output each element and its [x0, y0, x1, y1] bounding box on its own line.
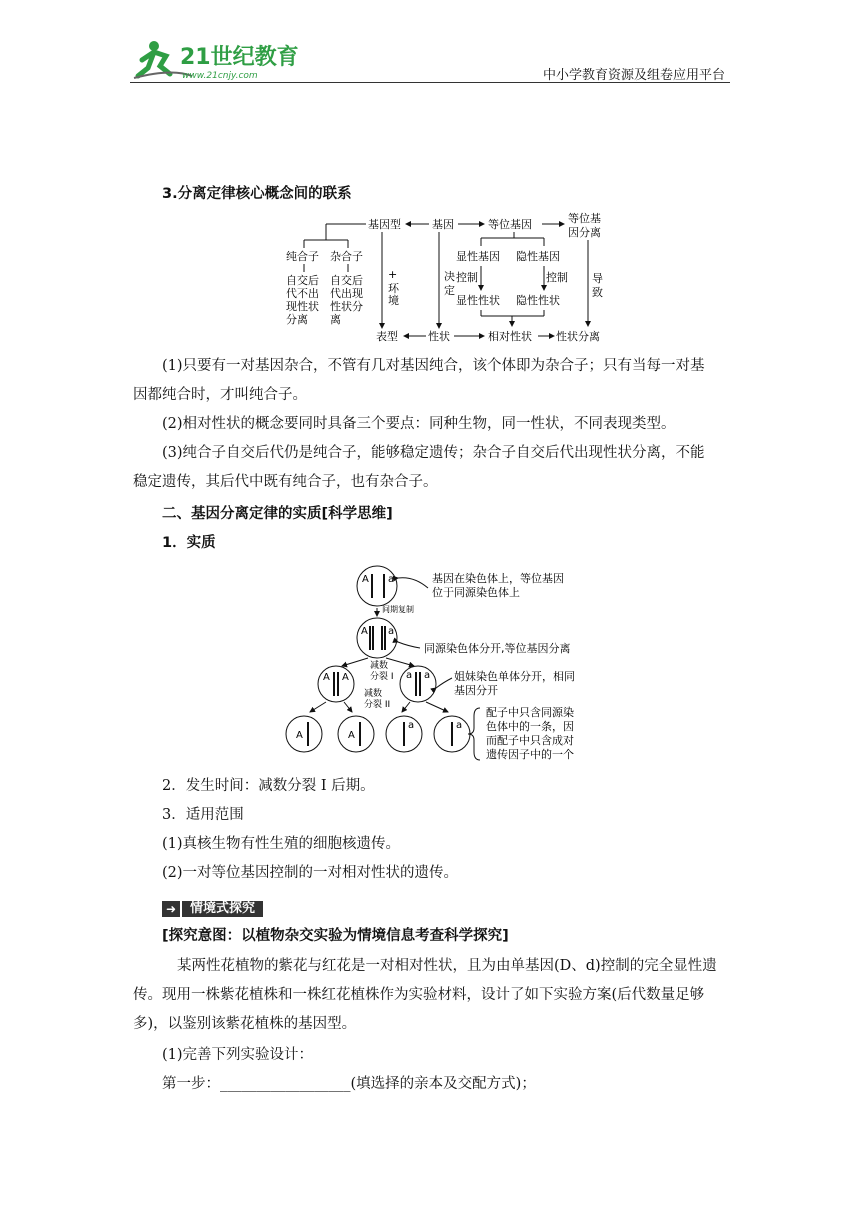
gamete-A-1: A	[296, 730, 303, 741]
homo-desc-1: 自交后	[286, 274, 319, 287]
hetero-desc-4: 离	[330, 313, 341, 326]
hetero-desc-2: 代出现	[330, 287, 363, 300]
meiosis1-line2: 分裂 I	[370, 672, 394, 682]
part2-title: 二、基因分离定律的实质[科学思维]	[162, 506, 393, 522]
node-genotype: 基因型	[368, 218, 401, 231]
gene-A-3a: A	[323, 672, 330, 683]
note2-text: 同源染色体分开,等位基因分离	[424, 642, 571, 655]
inquiry-intent: [探究意图：以植物杂交实验为情境信息考查科学探究]	[162, 928, 509, 944]
gene-a-3a: a	[406, 670, 413, 681]
hetero-desc-3: 性状分	[330, 300, 363, 313]
inquiry-badge	[162, 900, 263, 918]
note3-line1: 姐妹染色单体分开，相同	[454, 670, 575, 683]
gene-a-2: a	[388, 626, 395, 637]
interphase-label: 间期复制	[382, 605, 414, 614]
header-divider	[130, 82, 730, 83]
inquiry-para-line-2: 传。现用一株紫花植株和一株红花植株作为实验材料，设计了如下实验方案(后代数量足够	[133, 987, 705, 1003]
note3-line2: 基因分开	[454, 684, 498, 697]
concept-diagram	[276, 210, 616, 345]
section-title: 3.分离定律核心概念间的联系	[162, 186, 352, 202]
occurrence-time: 2．发生时间：减数分裂 I 后期。	[162, 778, 375, 794]
header-platform: 中小学教育资源及组卷应用平台	[542, 68, 725, 83]
arrow-right-icon: ➜	[162, 901, 180, 917]
logo-text: 21世纪教育	[180, 45, 299, 70]
homo-desc-2: 代不出	[286, 287, 319, 300]
node-heterozygote: 杂合子	[330, 250, 363, 263]
meiosis-diagram	[284, 562, 594, 770]
hetero-desc-1: 自交后	[330, 274, 363, 287]
lead-2: 致	[592, 286, 603, 299]
note4-line1: 配子中只含同源染	[486, 706, 574, 719]
gamete-a-1: a	[408, 720, 415, 731]
control-label-2: 控制	[546, 271, 568, 284]
env-plus: +	[388, 268, 398, 281]
note-3-line-1: (3)纯合子自交后代仍是纯合子，能够稳定遗传；杂合子自交后代出现性状分离，不能	[162, 445, 705, 461]
lead-1: 导	[592, 272, 603, 285]
control-label-1: 控制	[456, 271, 478, 284]
gene-A-2: A	[361, 626, 368, 637]
note-1-line-1: (1)只要有一对基因杂合，不管有几对基因纯合，该个体即为杂合子；只有当每一对基	[162, 358, 705, 374]
step-1-blank[interactable]: __________________	[220, 1076, 351, 1092]
site-logo	[132, 38, 302, 82]
node-trait: 性状	[428, 330, 450, 343]
note-1-line-2: 因都纯合时，才叫纯合子。	[133, 387, 307, 403]
homo-desc-4: 分离	[286, 313, 308, 326]
node-allele-sep-2: 因分离	[568, 226, 601, 239]
inquiry-para-line-3: 多)，以鉴别该紫花植株的基因型。	[133, 1016, 357, 1032]
note1-line1: 基因在染色体上，等位基因	[432, 572, 564, 585]
gene-a-3b: a	[424, 670, 431, 681]
step-1-prefix: 第一步：	[162, 1076, 220, 1092]
determine-2: 定	[444, 284, 455, 297]
homo-desc-3: 现性状	[286, 300, 319, 313]
step-1-suffix: (填选择的亲本及交配方式)；	[350, 1076, 536, 1092]
node-dominant-gene: 显性基因	[456, 250, 500, 263]
node-homozygote: 纯合子	[286, 250, 319, 263]
essence-title: 1．实质	[162, 535, 216, 551]
note4-line2: 色体中的一条，因	[486, 720, 574, 733]
node-trait-sep: 性状分离	[556, 330, 600, 343]
env-char-2: 境	[388, 294, 399, 307]
env-char-1: 环	[388, 282, 399, 295]
node-dominant-trait: 显性性状	[456, 294, 500, 307]
meiosis2-line1: 减数	[364, 689, 383, 699]
scope-title: 3．适用范围	[162, 807, 244, 823]
inquiry-badge-label: 情境式探究	[182, 901, 263, 917]
note4-line3: 而配子中只含成对	[486, 734, 574, 747]
node-gene: 基因	[432, 218, 454, 231]
note-2: (2)相对性状的概念要同时具备三个要点：同种生物，同一性状，不同表现类型。	[162, 416, 676, 432]
gamete-A-2: A	[348, 730, 355, 741]
gene-A-1: A	[362, 574, 369, 585]
node-allele-sep-1: 等位基	[568, 212, 601, 225]
gene-A-3b: A	[342, 672, 349, 683]
step-1	[162, 1070, 536, 1099]
logo-url: www.21cnjy.com	[182, 71, 258, 81]
meiosis2-line2: 分裂 II	[364, 700, 391, 710]
scope-2: (2)一对等位基因控制的一对相对性状的遗传。	[162, 865, 459, 881]
node-phenotype: 表型	[376, 330, 398, 343]
inquiry-para-line-1: 某两性花植物的紫花与红花是一对相对性状，且为由单基因(D、d)控制的完全显性遗	[177, 958, 717, 974]
meiosis1-line1: 减数	[370, 661, 389, 671]
node-recessive-trait: 隐性性状	[516, 294, 560, 307]
question-1: (1)完善下列实验设计：	[162, 1047, 314, 1063]
determine-1: 决	[444, 270, 455, 283]
node-relative-trait: 相对性状	[488, 330, 532, 343]
gene-a-1: a	[388, 574, 395, 585]
node-recessive-gene: 隐性基因	[516, 250, 560, 263]
gamete-a-2: a	[456, 720, 463, 731]
note1-line2: 位于同源染色体上	[432, 586, 520, 599]
scope-1: (1)真核生物有性生殖的细胞核遗传。	[162, 836, 401, 852]
note4-line4: 遗传因子中的一个	[486, 748, 574, 761]
node-allele: 等位基因	[488, 218, 532, 231]
note-3-line-2: 稳定遗传，其后代中既有纯合子，也有杂合子。	[133, 474, 438, 490]
